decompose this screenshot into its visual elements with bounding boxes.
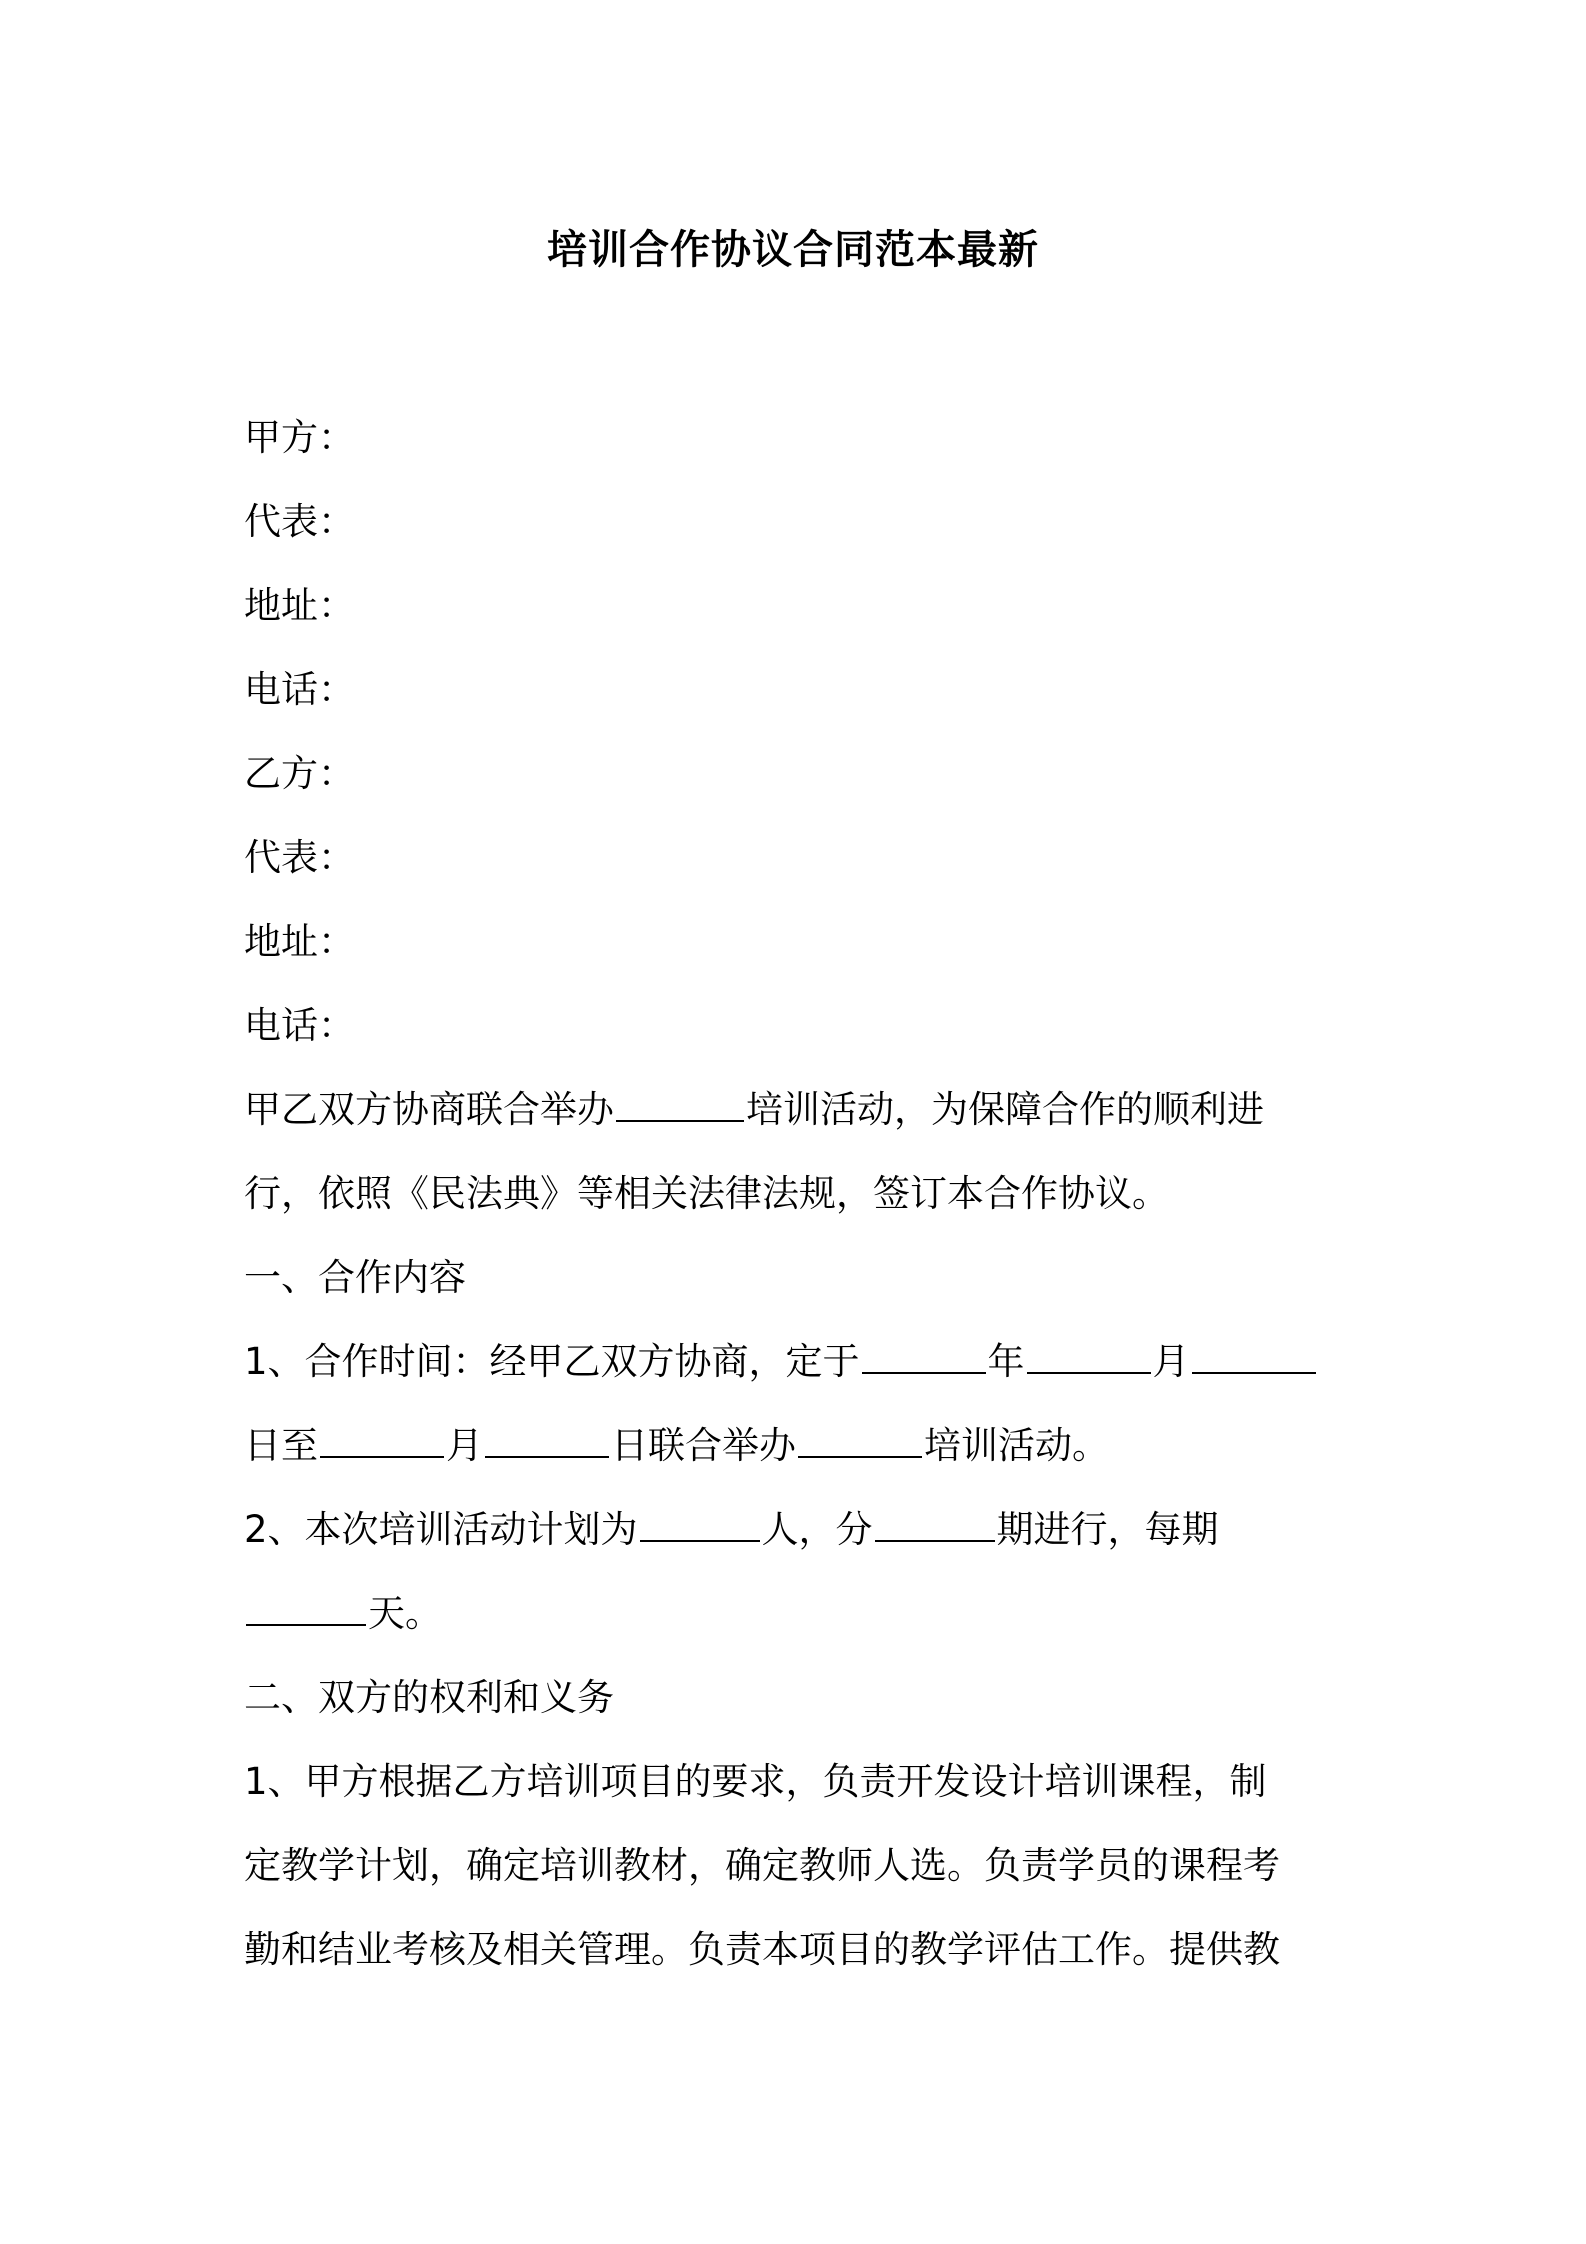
- party-b-phone: 电话：: [244, 1004, 355, 1047]
- fill-blank: [798, 1426, 922, 1458]
- party-b-address: 地址：: [244, 920, 355, 963]
- fill-blank: [485, 1426, 609, 1458]
- clause-line: 1、甲方根据乙方培训项目的要求，负责开发设计培训课程，制: [244, 1760, 1267, 1803]
- party-b-representative: 代表：: [244, 836, 355, 879]
- clause-text: 日联合举办: [611, 1424, 796, 1467]
- fill-blank: [640, 1510, 760, 1542]
- fill-blank: [875, 1510, 995, 1542]
- clause-text: 人，分: [761, 1508, 873, 1551]
- section-heading: 二、双方的权利和义务: [244, 1676, 614, 1719]
- intro-paragraph-line: 行，依照《民法典》等相关法律法规，签订本合作协议。: [244, 1172, 1169, 1215]
- fill-blank: [246, 1594, 366, 1626]
- clause-text: 培训活动。: [924, 1424, 1109, 1467]
- clause-text: 年: [987, 1340, 1025, 1383]
- fill-blank: [862, 1342, 986, 1374]
- party-b-label: 乙方：: [244, 752, 355, 795]
- clause-text: 1、合作时间：经甲乙双方协商，定于: [244, 1340, 860, 1383]
- clause-text: 期进行，每期: [996, 1508, 1219, 1551]
- fill-blank: [1192, 1342, 1316, 1374]
- document-body: [244, 396, 1344, 1992]
- clause-line: [244, 1320, 1344, 1404]
- fill-blank: [320, 1426, 444, 1458]
- document-title: 培训合作协议合同范本最新: [547, 227, 1039, 273]
- fill-blank: [616, 1090, 744, 1122]
- clause-line: [244, 1488, 1344, 1572]
- clause-text: 月: [446, 1424, 483, 1467]
- intro-text: 培训活动，为保障合作的顺利进: [746, 1088, 1264, 1131]
- intro-paragraph-line: [244, 1068, 1344, 1152]
- clause-text: 天。: [368, 1592, 442, 1635]
- clause-line: 定教学计划，确定培训教材，确定教师人选。负责学员的课程考: [244, 1844, 1280, 1887]
- party-a-representative: 代表：: [244, 500, 355, 543]
- clause-line: [244, 1404, 1344, 1488]
- clause-text: 月: [1152, 1340, 1190, 1383]
- clause-text: 2、本次培训活动计划为: [244, 1508, 638, 1551]
- party-a-phone: 电话：: [244, 668, 355, 711]
- party-a-address: 地址：: [244, 584, 355, 627]
- intro-text: 甲乙双方协商联合举办: [244, 1088, 614, 1131]
- clause-text: 日至: [244, 1424, 318, 1467]
- clause-line: 勤和结业考核及相关管理。负责本项目的教学评估工作。提供教: [244, 1928, 1280, 1971]
- section-heading: 一、合作内容: [244, 1256, 466, 1299]
- party-a-label: 甲方：: [244, 416, 355, 459]
- fill-blank: [1027, 1342, 1151, 1374]
- clause-line: [244, 1572, 1344, 1656]
